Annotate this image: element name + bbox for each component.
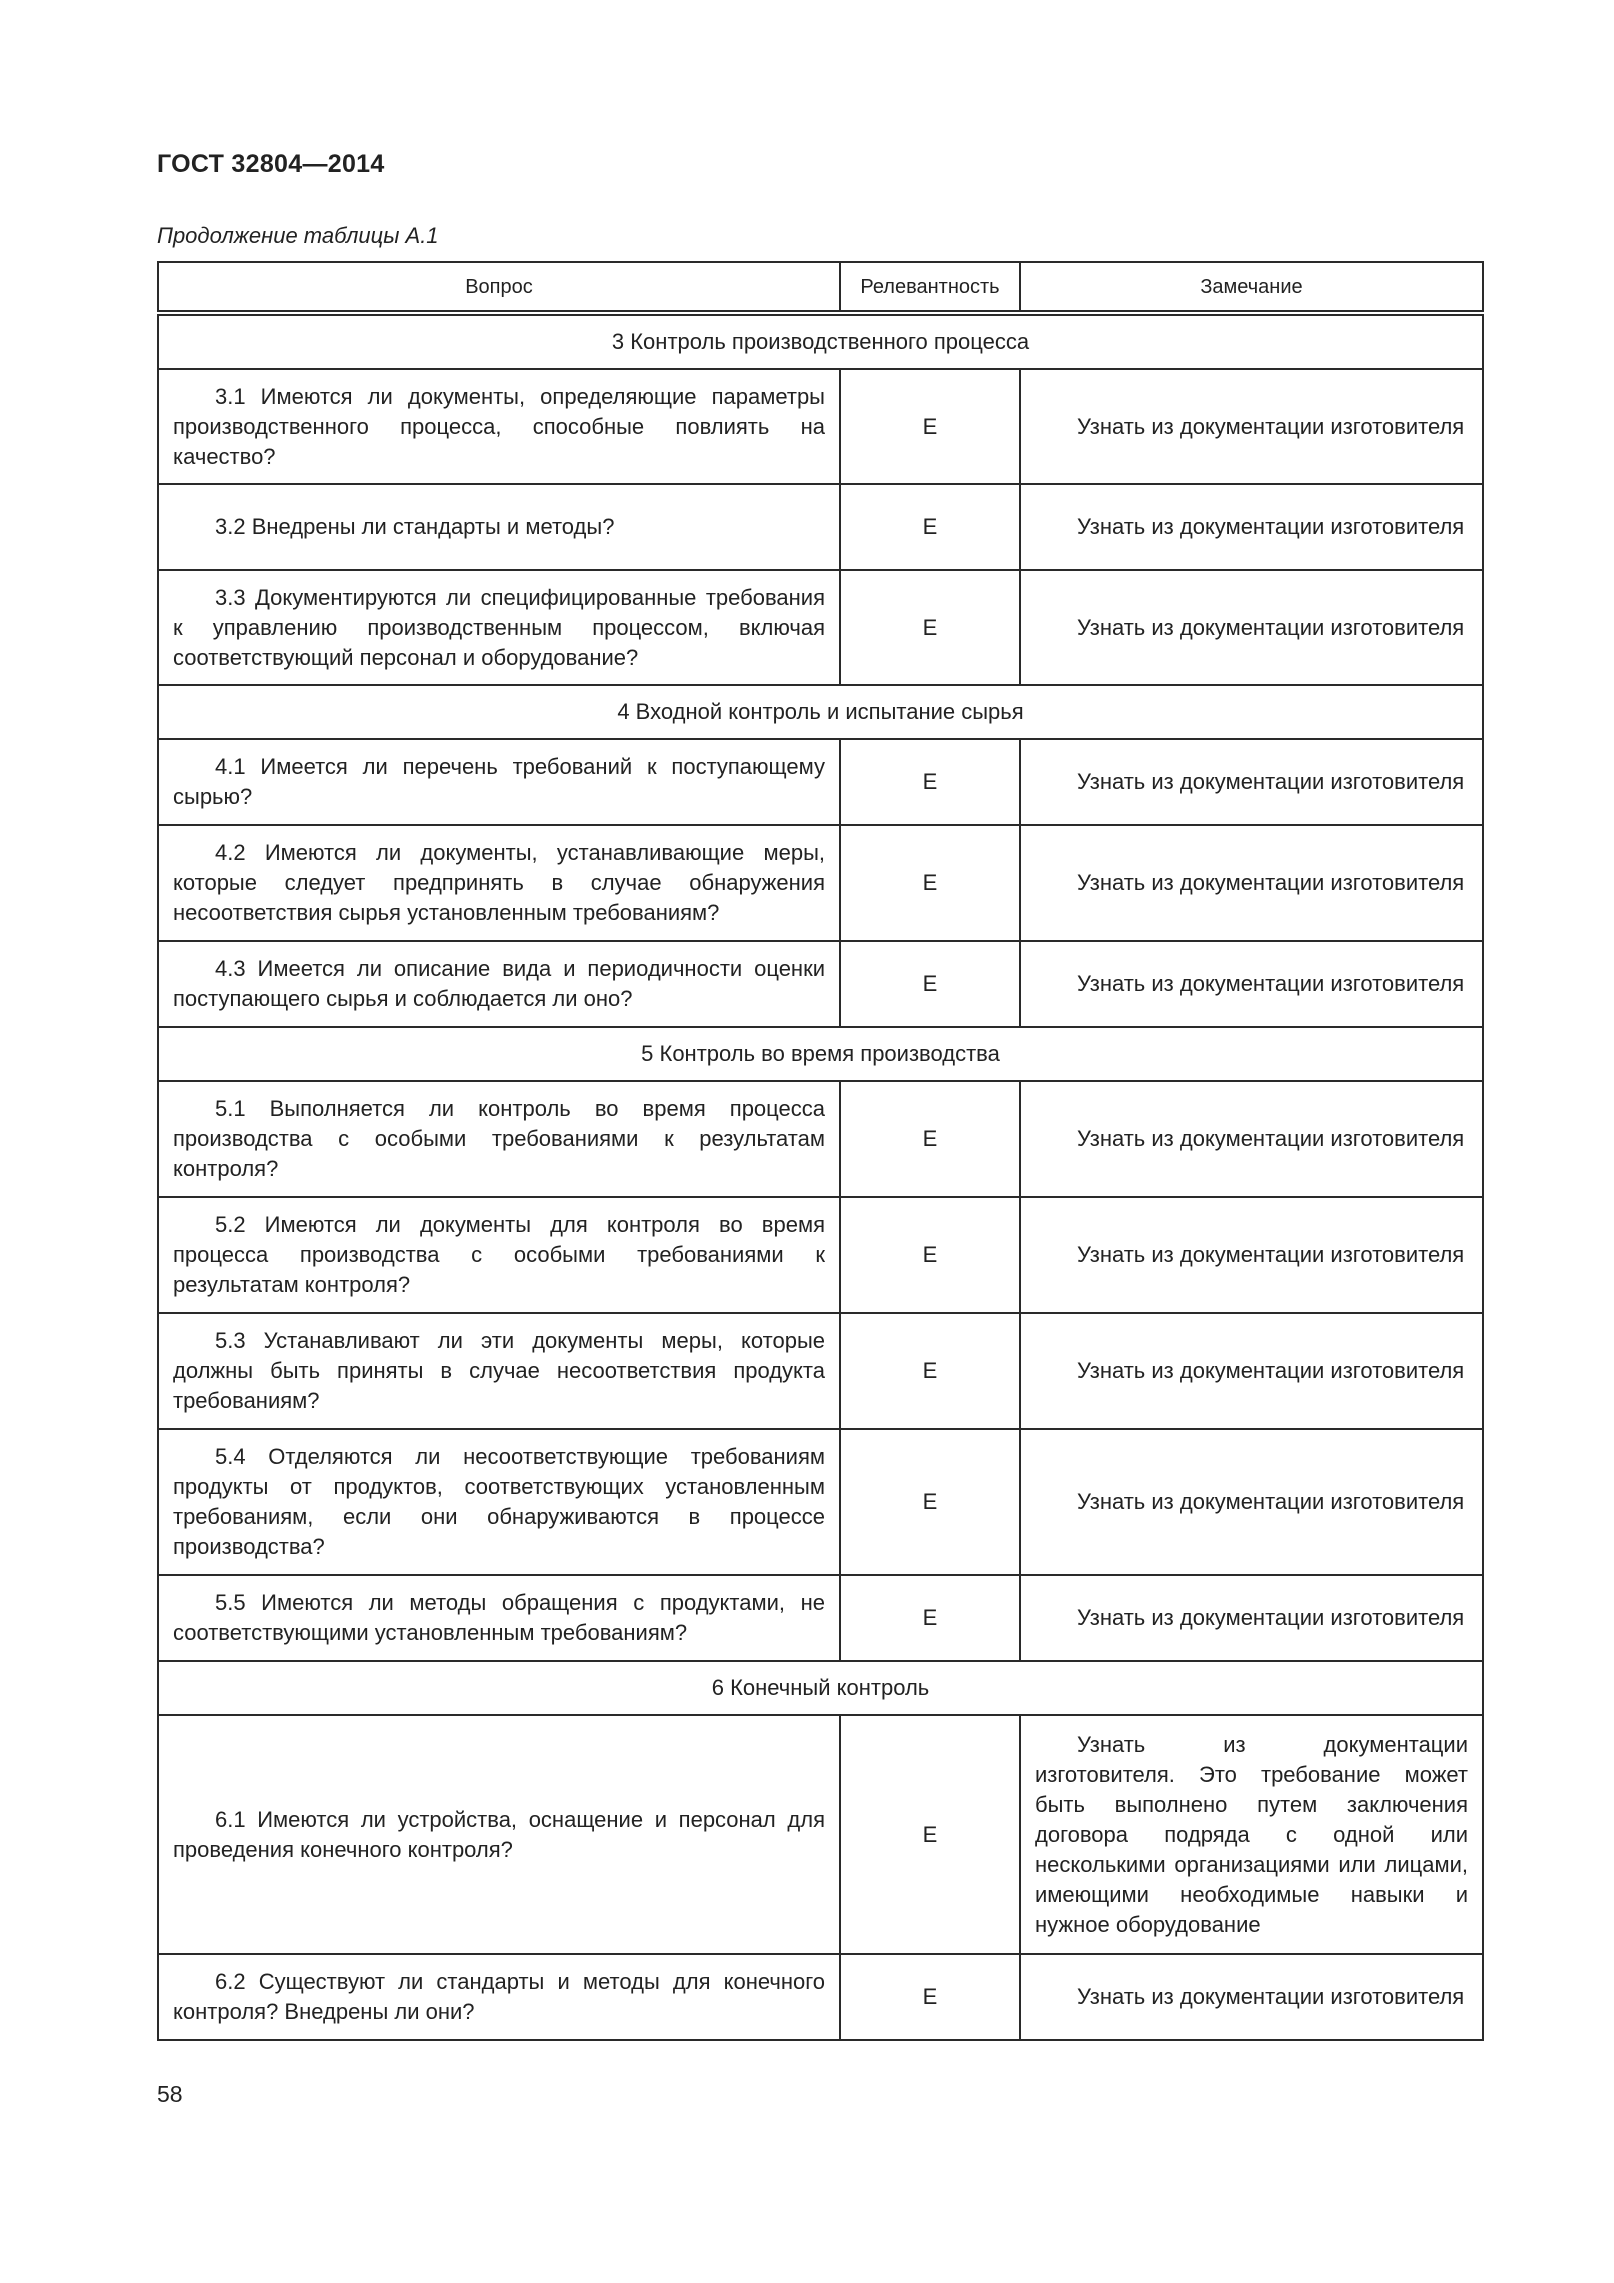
requirements-table bbox=[157, 261, 1484, 2041]
relevance-cell: Е bbox=[840, 484, 1020, 570]
note-cell: Узнать из документации изготовителя bbox=[1020, 484, 1483, 570]
relevance-cell: Е bbox=[840, 369, 1020, 484]
note-cell: Узнать из документации изготовителя bbox=[1020, 1575, 1483, 1661]
relevance-cell: Е bbox=[840, 1313, 1020, 1429]
relevance-cell: Е bbox=[840, 1575, 1020, 1661]
table-row bbox=[158, 739, 1483, 825]
section-title: 6 Конечный контроль bbox=[158, 1661, 1483, 1715]
table-row bbox=[158, 1954, 1483, 2040]
section-title: 5 Контроль во время производства bbox=[158, 1027, 1483, 1081]
column-header-relevance: Релевантность bbox=[840, 262, 1020, 313]
question-cell: 6.2 Существуют ли стандарты и методы для конечного контроля? Внедрены ли они? bbox=[158, 1954, 840, 2040]
question-cell: 4.3 Имеется ли описание вида и периодичности оценки поступающего сырья и соблюдается ли оно? bbox=[158, 941, 840, 1027]
table-row bbox=[158, 1715, 1483, 1954]
column-header-note: Замечание bbox=[1020, 262, 1483, 313]
note-cell: Узнать из документации изготовителя bbox=[1020, 739, 1483, 825]
question-cell: 5.2 Имеются ли документы для контроля во время процесса производства с особыми требованиями к результатам контроля? bbox=[158, 1197, 840, 1313]
table-row bbox=[158, 570, 1483, 685]
relevance-cell: Е bbox=[840, 1715, 1020, 1954]
table-row bbox=[158, 825, 1483, 941]
note-cell: Узнать из документации изготовителя bbox=[1020, 1081, 1483, 1197]
section-row bbox=[158, 1661, 1483, 1715]
table-row bbox=[158, 1197, 1483, 1313]
question-cell: 5.3 Устанавливают ли эти документы меры, которые должны быть приняты в случае несоответствия продукта требованиям? bbox=[158, 1313, 840, 1429]
document-header: ГОСТ 32804—2014 bbox=[157, 150, 385, 178]
table-body bbox=[158, 313, 1483, 2040]
section-title: 4 Входной контроль и испытание сырья bbox=[158, 685, 1483, 739]
table-row bbox=[158, 484, 1483, 570]
table-row bbox=[158, 941, 1483, 1027]
relevance-cell: Е bbox=[840, 825, 1020, 941]
note-cell: Узнать из документации изготовителя bbox=[1020, 369, 1483, 484]
question-cell: 4.2 Имеются ли документы, устанавливающие меры, которые следует предпринять в случае обнаружения несоответствия сырья установленным требованиям? bbox=[158, 825, 840, 941]
table-header-row bbox=[158, 262, 1483, 313]
column-header-question: Вопрос bbox=[158, 262, 840, 313]
relevance-cell: Е bbox=[840, 1429, 1020, 1575]
table-row bbox=[158, 1081, 1483, 1197]
question-cell: 3.3 Документируются ли специфицированные требования к управлению производственным процессом, включая соответствующий персонал и оборудование? bbox=[158, 570, 840, 685]
section-row bbox=[158, 313, 1483, 369]
relevance-cell: Е bbox=[840, 570, 1020, 685]
question-cell: 3.2 Внедрены ли стандарты и методы? bbox=[158, 484, 840, 570]
question-cell: 5.1 Выполняется ли контроль во время процесса производства с особыми требованиями к результатам контроля? bbox=[158, 1081, 840, 1197]
relevance-cell: Е bbox=[840, 1081, 1020, 1197]
question-cell: 5.4 Отделяются ли несоответствующие требованиям продукты от продуктов, соответствующих установленным требованиям, если они обнаруживаются в процессе производства? bbox=[158, 1429, 840, 1575]
table-row bbox=[158, 369, 1483, 484]
question-cell: 5.5 Имеются ли методы обращения с продуктами, не соответствующими установленным требованиям? bbox=[158, 1575, 840, 1661]
table-row bbox=[158, 1429, 1483, 1575]
note-cell: Узнать из документации изготовителя. Это требование может быть выполнено путем заключения договора подряда с одной или несколькими организациями или лицами, имеющими необходимые навыки и нужное оборудование bbox=[1020, 1715, 1483, 1954]
note-cell: Узнать из документации изготовителя bbox=[1020, 1197, 1483, 1313]
note-cell: Узнать из документации изготовителя bbox=[1020, 1313, 1483, 1429]
note-cell: Узнать из документации изготовителя bbox=[1020, 1954, 1483, 2040]
table-row bbox=[158, 1575, 1483, 1661]
table-row bbox=[158, 1313, 1483, 1429]
relevance-cell: Е bbox=[840, 941, 1020, 1027]
section-title: 3 Контроль производственного процесса bbox=[158, 313, 1483, 369]
relevance-cell: Е bbox=[840, 1954, 1020, 2040]
relevance-cell: Е bbox=[840, 739, 1020, 825]
section-row bbox=[158, 1027, 1483, 1081]
question-cell: 4.1 Имеется ли перечень требований к поступающему сырью? bbox=[158, 739, 840, 825]
table-caption: Продолжение таблицы А.1 bbox=[157, 223, 439, 248]
question-cell: 3.1 Имеются ли документы, определяющие параметры производственного процесса, способные повлиять на качество? bbox=[158, 369, 840, 484]
note-cell: Узнать из документации изготовителя bbox=[1020, 570, 1483, 685]
table-header bbox=[158, 262, 1483, 313]
note-cell: Узнать из документации изготовителя bbox=[1020, 941, 1483, 1027]
relevance-cell: Е bbox=[840, 1197, 1020, 1313]
question-cell: 6.1 Имеются ли устройства, оснащение и персонал для проведения конечного контроля? bbox=[158, 1715, 840, 1954]
note-cell: Узнать из документации изготовителя bbox=[1020, 825, 1483, 941]
page-number: 58 bbox=[157, 2081, 183, 2107]
note-cell: Узнать из документации изготовителя bbox=[1020, 1429, 1483, 1575]
section-row bbox=[158, 685, 1483, 739]
